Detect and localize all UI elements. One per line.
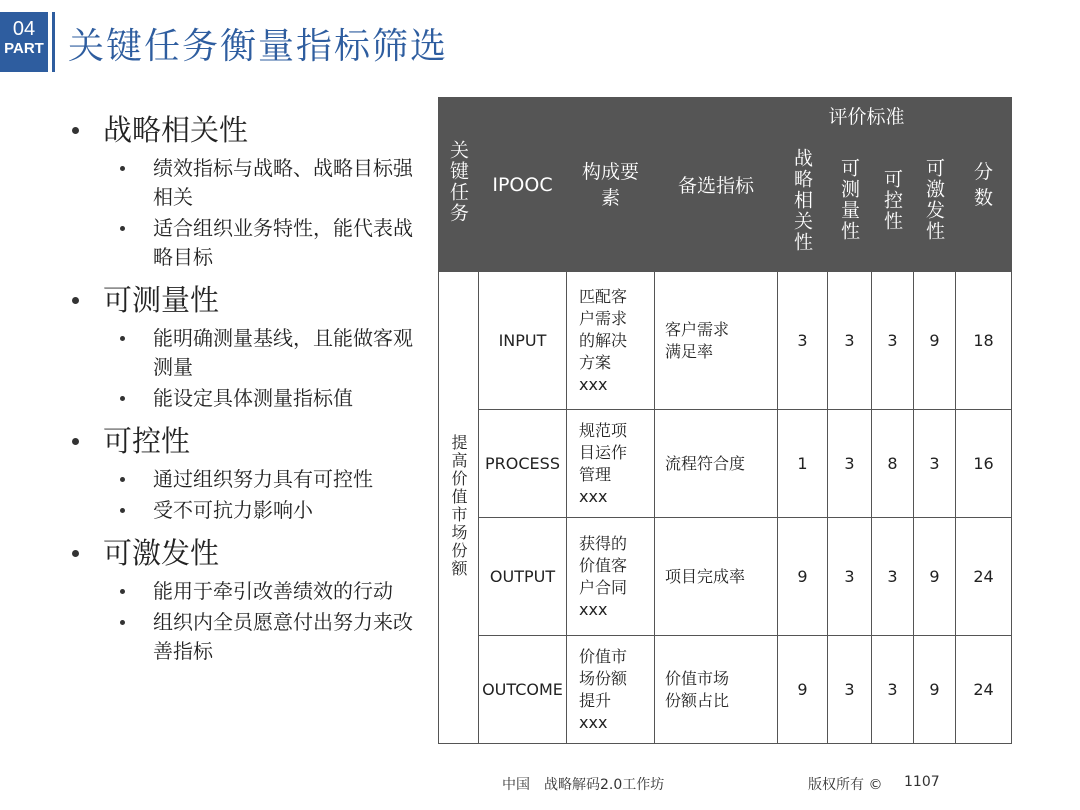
part-label: PART xyxy=(4,40,44,57)
criteria-heading: 可激发性 xyxy=(70,531,420,575)
criteria-heading: 战略相关性 xyxy=(70,108,420,152)
criteria-item: 能明确测量基线，且能做客观测量 xyxy=(120,324,420,382)
indicator-cell: 流程符合度 xyxy=(655,410,778,518)
ipooc-cell: OUTPUT xyxy=(479,518,567,636)
bullet-icon xyxy=(120,477,125,482)
page-title: 关键任务衡量指标筛选 xyxy=(68,26,449,67)
indicator-cell: 项目完成率 xyxy=(655,518,778,636)
criteria-item: 适合组织业务特性，能代表战略目标 xyxy=(120,214,420,272)
table-row xyxy=(439,410,1012,518)
badge-divider xyxy=(52,12,55,72)
ipooc-cell: PROCESS xyxy=(479,410,567,518)
header-measurability: 可测量性 xyxy=(828,134,872,272)
score-motivability: 9 xyxy=(914,636,956,744)
score-measurability: 3 xyxy=(828,636,872,744)
header-motivability: 可激发性 xyxy=(914,134,956,272)
score-total: 18 xyxy=(956,272,1012,410)
score-strategic-relevance: 9 xyxy=(778,518,828,636)
score-motivability: 9 xyxy=(914,518,956,636)
score-strategic-relevance: 1 xyxy=(778,410,828,518)
criteria-section xyxy=(70,419,420,525)
header-strategic-relevance: 战略相关性 xyxy=(778,134,828,272)
component-cell: 价值市 场份额 提升 xxx xyxy=(567,636,655,744)
score-measurability: 3 xyxy=(828,272,872,410)
evaluation-table xyxy=(438,97,1012,744)
score-controllability: 3 xyxy=(872,518,914,636)
component-cell: 规范项 目运作 管理 xxx xyxy=(567,410,655,518)
bullet-icon xyxy=(72,550,79,557)
task-cell: 提高价值市场份额 xyxy=(439,272,479,744)
score-measurability: 3 xyxy=(828,518,872,636)
criteria-section xyxy=(70,278,420,413)
score-total: 24 xyxy=(956,636,1012,744)
score-controllability: 3 xyxy=(872,272,914,410)
ipooc-cell: INPUT xyxy=(479,272,567,410)
criteria-item: 能设定具体测量指标值 xyxy=(120,384,420,413)
criteria-item: 绩效指标与战略、战略目标强相关 xyxy=(120,154,420,212)
score-measurability: 3 xyxy=(828,410,872,518)
criteria-item: 受不可抗力影响小 xyxy=(120,496,420,525)
criteria-heading: 可测量性 xyxy=(70,278,420,322)
criteria-item: 能用于牵引改善绩效的行动 xyxy=(120,577,420,606)
header-indicator: 备选指标 xyxy=(655,98,778,272)
bullet-icon xyxy=(120,396,125,401)
table-row xyxy=(439,518,1012,636)
header-task: 关键任务 xyxy=(439,98,479,272)
score-strategic-relevance: 3 xyxy=(778,272,828,410)
score-strategic-relevance: 9 xyxy=(778,636,828,744)
table-row xyxy=(439,272,1012,410)
header-controllability: 可控性 xyxy=(872,134,914,272)
header-score: 分数 xyxy=(956,98,1012,272)
score-total: 24 xyxy=(956,518,1012,636)
indicator-cell: 价值市场 份额占比 xyxy=(655,636,778,744)
score-controllability: 3 xyxy=(872,636,914,744)
score-motivability: 9 xyxy=(914,272,956,410)
criteria-list xyxy=(70,108,420,672)
header-component: 构成要素 xyxy=(567,98,655,272)
criteria-section xyxy=(70,531,420,666)
header-eval: 评价标准 xyxy=(778,98,956,134)
bullet-icon xyxy=(72,297,79,304)
score-motivability: 3 xyxy=(914,410,956,518)
part-badge xyxy=(0,12,48,72)
score-controllability: 8 xyxy=(872,410,914,518)
bullet-icon xyxy=(120,508,125,513)
criteria-item: 组织内全员愿意付出努力来改善指标 xyxy=(120,608,420,666)
footer-page-number: 1107 xyxy=(904,774,940,790)
table-row xyxy=(439,636,1012,744)
criteria-section xyxy=(70,108,420,272)
bullet-icon xyxy=(72,438,79,445)
part-number: 04 xyxy=(12,18,36,40)
component-cell: 获得的 价值客 户合同 xxx xyxy=(567,518,655,636)
component-cell: 匹配客 户需求 的解决 方案 xxx xyxy=(567,272,655,410)
criteria-item: 通过组织努力具有可控性 xyxy=(120,465,420,494)
footer-copyright: 版权所有 © xyxy=(808,777,883,793)
criteria-heading: 可控性 xyxy=(70,419,420,463)
header-ipooc: IPOOC xyxy=(479,98,567,272)
bullet-icon xyxy=(120,336,125,341)
indicator-cell: 客户需求 满足率 xyxy=(655,272,778,410)
bullet-icon xyxy=(72,127,79,134)
score-total: 16 xyxy=(956,410,1012,518)
bullet-icon xyxy=(120,620,125,625)
bullet-icon xyxy=(120,166,125,171)
ipooc-cell: OUTCOME xyxy=(479,636,567,744)
bullet-icon xyxy=(120,226,125,231)
footer-workshop: 中国 战略解码2.0工作坊 xyxy=(502,777,665,793)
bullet-icon xyxy=(120,589,125,594)
